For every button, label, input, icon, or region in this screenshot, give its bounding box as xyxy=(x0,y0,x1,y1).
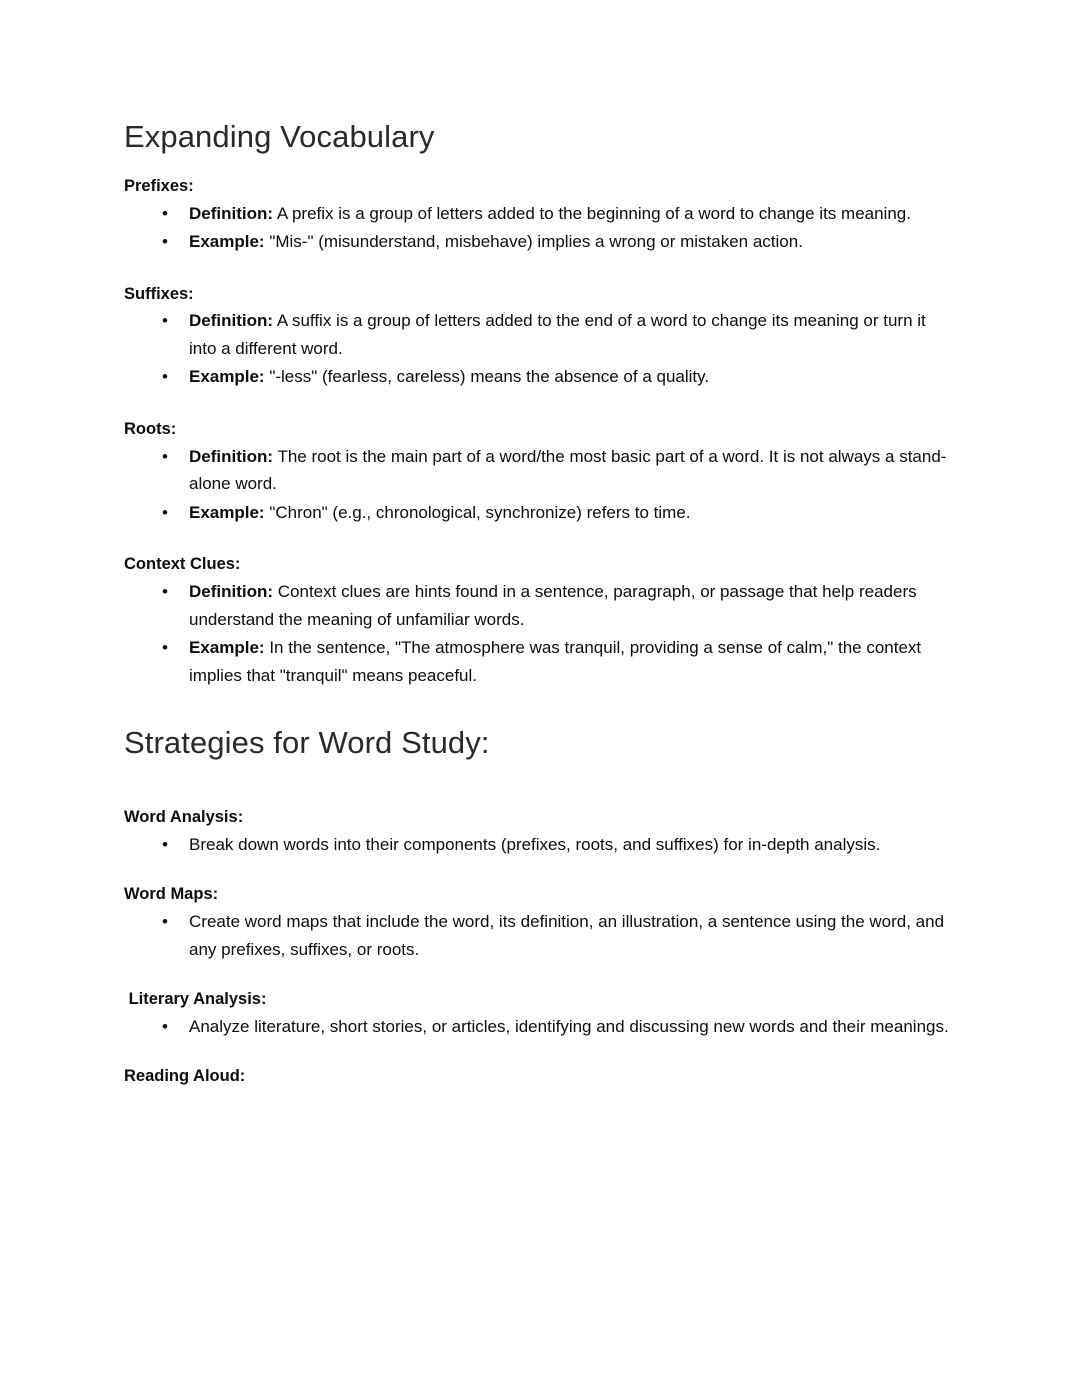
bullet-icon: • xyxy=(162,638,168,658)
list-item xyxy=(124,831,952,859)
list-item-text: In the sentence, "The atmosphere was tranquil, providing a sense of calm," the context implies that "tranquil" means peaceful. xyxy=(189,638,922,685)
bullet-icon: • xyxy=(162,502,168,522)
list-item-text: "Chron" (e.g., chronological, synchronize) refers to time. xyxy=(264,502,691,522)
list-item-lead: Example: xyxy=(189,502,265,522)
bullet-list xyxy=(124,578,952,689)
bullet-icon: • xyxy=(162,232,168,252)
section-heading: Roots: xyxy=(124,419,177,438)
list-item xyxy=(124,1013,952,1041)
list-item-lead: Example: xyxy=(189,232,265,252)
list-item-lead: Definition: xyxy=(189,446,274,466)
strategies-title: Strategies for Word Study: xyxy=(124,725,490,761)
list-item-lead: Example: xyxy=(189,638,265,658)
list-item-lead: Definition: xyxy=(189,203,274,223)
list-item-lead: Example: xyxy=(189,367,265,387)
section-heading: Reading Aloud: xyxy=(124,1067,246,1086)
list-item xyxy=(124,200,952,228)
vocabulary-sections xyxy=(124,176,952,689)
section-suffixes xyxy=(124,284,952,391)
bullet-icon: • xyxy=(162,912,168,931)
list-item xyxy=(124,634,952,689)
bullet-list xyxy=(124,307,952,391)
section-word-analysis xyxy=(124,807,952,858)
section-heading: Prefixes: xyxy=(124,176,194,195)
section-roots xyxy=(124,419,952,526)
list-item-lead: Definition: xyxy=(189,582,274,602)
list-item xyxy=(124,499,952,527)
bullet-list xyxy=(124,200,952,256)
list-item-lead: Definition: xyxy=(189,311,274,331)
list-item xyxy=(124,578,952,633)
section-word-maps xyxy=(124,884,952,963)
list-item-text: "-less" (fearless, careless) means the absence of a quality. xyxy=(264,367,710,387)
strategies-sections xyxy=(124,807,952,1088)
bullet-icon: • xyxy=(162,582,168,602)
list-item-text: The root is the main part of a word/the most basic part of a word. It is not always a stand-alone word. xyxy=(189,446,947,494)
bullet-icon: • xyxy=(162,311,168,331)
empty-paragraph-spacer xyxy=(124,763,952,807)
list-item xyxy=(124,363,952,391)
bullet-icon: • xyxy=(162,446,168,466)
section-heading: Suffixes: xyxy=(124,284,194,303)
section-heading: Context Clues: xyxy=(124,555,241,574)
section-reading-aloud xyxy=(124,1066,952,1088)
bullet-icon: • xyxy=(162,367,168,387)
page-title: Expanding Vocabulary xyxy=(124,119,435,154)
list-item xyxy=(124,443,952,498)
bullet-list xyxy=(124,908,952,963)
list-item-text: A prefix is a group of letters added to the beginning of a word to change its meaning. xyxy=(273,203,911,223)
list-item-text: Context clues are hints found in a sentence, paragraph, or passage that help readers understand the meaning of unfamiliar words. xyxy=(189,582,917,629)
list-item xyxy=(124,307,952,362)
list-item-text: Create word maps that include the word, its definition, an illustration, a sentence using the word, and any prefixes, suffixes, or roots. xyxy=(189,912,945,959)
bullet-icon: • xyxy=(162,203,168,223)
section-prefixes xyxy=(124,176,952,256)
list-item xyxy=(124,908,952,963)
section-heading: Literary Analysis: xyxy=(124,990,267,1009)
bullet-list xyxy=(124,1013,952,1041)
list-item-text: "Mis-" (misunderstand, misbehave) implies a wrong or mistaken action. xyxy=(264,232,803,252)
section-context-clues xyxy=(124,554,952,689)
list-item xyxy=(124,228,952,256)
list-item-text: A suffix is a group of letters added to the end of a word to change its meaning or turn it into a different word. xyxy=(189,311,926,358)
list-item-text: Analyze literature, short stories, or articles, identifying and discussing new words and their meanings. xyxy=(189,1016,949,1036)
section-heading: Word Maps: xyxy=(124,885,219,904)
list-item-text: Break down words into their components (prefixes, roots, and suffixes) for in-depth analysis. xyxy=(189,834,881,854)
section-literary-analysis xyxy=(124,989,952,1040)
section-heading: Word Analysis: xyxy=(124,807,244,826)
bullet-list xyxy=(124,443,952,527)
bullet-icon: • xyxy=(162,834,168,854)
bullet-icon: • xyxy=(162,1016,168,1036)
bullet-list xyxy=(124,831,952,859)
